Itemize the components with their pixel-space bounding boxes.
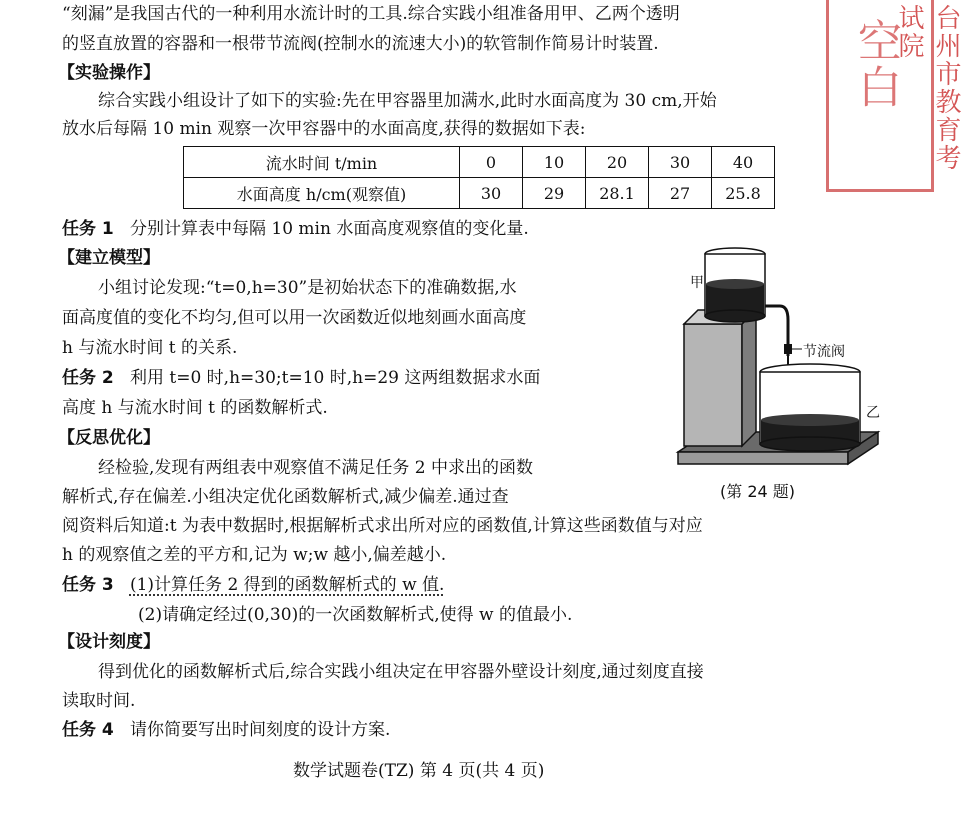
page-footer: 数学试题卷(TZ) 第 4 页(共 4 页)	[293, 761, 545, 781]
design-line-1: 得到优化的函数解析式后,综合实践小组决定在甲容器外壁设计刻度,通过刻度直接	[98, 662, 704, 682]
task-2-text-1: 利用 t=0 时,h=30;t=10 时,h=29 这两组数据求水面	[129, 368, 541, 388]
model-line-2: 面高度值的变化不均匀,但可以用一次函数近似地刻画水面高度	[62, 308, 527, 328]
table-cell: 0	[460, 147, 523, 178]
model-line-1: 小组讨论发现:“t=0,h=30”是初始状态下的准确数据,水	[98, 278, 517, 298]
design-line-2: 读取时间.	[62, 691, 136, 711]
stamp-text-org: 台州市教育考试院	[894, 4, 961, 172]
task-1-text: 分别计算表中每隔 10 min 水面高度观察值的变化量.	[129, 219, 529, 239]
task-3-label: 任务 3	[62, 575, 114, 595]
task-2-line-1	[62, 366, 540, 390]
intro-line-1: “刻漏”是我国古代的一种利用水流计时的工具.综合实践小组准备用甲、乙两个透明	[62, 4, 680, 24]
reflect-line-1: 经检验,发现有两组表中观察值不满足任务 2 中求出的函数	[98, 458, 534, 478]
experiment-line-2: 放水后每隔 10 min 观察一次甲容器中的水面高度,获得的数据如下表:	[62, 119, 586, 139]
section-heading-experiment: 【实验操作】	[58, 63, 160, 83]
table-header-height: 水面高度 h/cm(观察值)	[184, 178, 460, 209]
valve-icon	[784, 344, 792, 354]
section-heading-reflect: 【反思优化】	[58, 428, 160, 448]
task-3-line-1	[62, 573, 444, 597]
table-cell: 29	[523, 178, 586, 209]
pillar-side	[742, 310, 756, 446]
container-jia-water-surface	[706, 279, 764, 289]
observation-table	[183, 146, 775, 209]
figure-caption: (第 24 题)	[720, 482, 796, 501]
official-stamp	[826, 0, 961, 192]
table-cell: 25.8	[712, 178, 775, 209]
table-row-height	[184, 178, 775, 209]
task-3-part-2: (2)请确定经过(0,30)的一次函数解析式,使得 w 的值最小.	[138, 605, 573, 625]
task-1-label: 任务 1	[62, 219, 114, 239]
intro-line-2: 的竖直放置的容器和一根带节流阀(控制水的流速大小)的软管制作简易计时装置.	[62, 34, 659, 54]
task-3-part-1: (1)计算任务 2 得到的函数解析式的 w 值.	[129, 575, 445, 595]
table-cell: 40	[712, 147, 775, 178]
pillar-front	[684, 324, 742, 446]
task-1	[62, 217, 529, 241]
task-4-label: 任务 4	[62, 720, 114, 740]
task-4-text: 请你简要写出时间刻度的设计方案.	[129, 720, 391, 740]
table-cell: 28.1	[586, 178, 649, 209]
container-yi-water-surface	[761, 414, 859, 426]
figure-label-jia: 甲	[690, 275, 704, 291]
reflect-line-3: 阅资料后知道:t 为表中数据时,根据解析式求出所对应的函数值,计算这些函数值与对应	[62, 516, 703, 536]
task-2-label: 任务 2	[62, 368, 114, 388]
table-header-time: 流水时间 t/min	[184, 147, 460, 178]
container-yi-bottom	[760, 437, 860, 451]
task-4	[62, 718, 390, 742]
table-cell: 30	[460, 178, 523, 209]
base-plate-front	[678, 452, 848, 464]
figure-label-yi: 乙	[866, 405, 880, 421]
experiment-line-1: 综合实践小组设计了如下的实验:先在甲容器里加满水,此时水面高度为 30 cm,开始	[98, 91, 717, 111]
section-heading-design: 【设计刻度】	[58, 632, 160, 652]
reflect-line-2: 解析式,存在偏差.小组决定优化函数解析式,减少偏差.通过查	[62, 487, 509, 507]
model-line-3: h 与流水时间 t 的关系.	[62, 338, 238, 358]
table-cell: 30	[649, 147, 712, 178]
stamp-text-blank: 空白	[850, 18, 901, 110]
table-cell: 27	[649, 178, 712, 209]
task-2-line-2: 高度 h 与流水时间 t 的函数解析式.	[62, 398, 328, 418]
container-jia-bottom	[705, 310, 765, 322]
reflect-line-4: h 的观察值之差的平方和,记为 w;w 越小,偏差越小.	[62, 545, 447, 565]
table-cell: 10	[523, 147, 586, 178]
table-row-time	[184, 147, 775, 178]
section-heading-model: 【建立模型】	[58, 248, 160, 268]
figure-label-valve: 节流阀	[803, 344, 845, 360]
table-cell: 20	[586, 147, 649, 178]
